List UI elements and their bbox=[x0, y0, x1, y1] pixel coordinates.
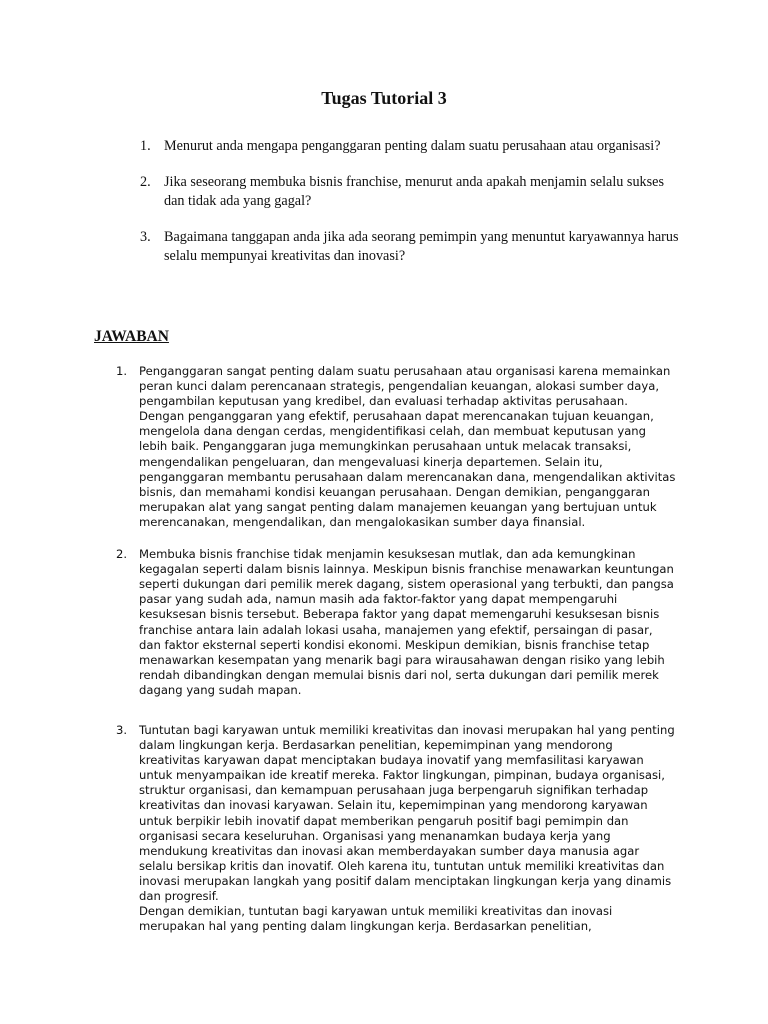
question-text: Jika seseorang membuka bisnis franchise, menurut anda apakah menjamin selalu sukses dan tidak ada yang gagal? bbox=[164, 174, 664, 209]
answers-heading: JAWABAN bbox=[94, 328, 169, 345]
question-number: 1. bbox=[140, 138, 151, 154]
answer-number: 3. bbox=[116, 722, 128, 737]
question-item bbox=[140, 228, 680, 266]
answer-number: 2. bbox=[116, 547, 128, 562]
answer-text bbox=[139, 723, 676, 934]
answer-number: 1. bbox=[116, 364, 128, 378]
question-item bbox=[140, 173, 680, 211]
question-number: 3. bbox=[140, 229, 151, 245]
answer-list bbox=[116, 364, 676, 934]
question-text: Bagaimana tanggapan anda jika ada seorang pemimpin yang menuntut karyawannya harus selalu mempunyai kreativitas dan inovasi? bbox=[164, 229, 679, 264]
answer-paragraph: Dengan demikian, tuntutan bagi karyawan untuk memiliki kreativitas dan inovasi merupakan hal yang penting dalam lingkungan kerja. Berdasarkan penelitian, bbox=[139, 904, 613, 934]
question-number: 2. bbox=[140, 174, 151, 190]
answer-item bbox=[116, 364, 676, 530]
answer-paragraph: Tuntutan bagi karyawan untuk memiliki kreativitas dan inovasi merupakan hal yang penting dalam lingkungan kerja. Berdasarkan penelitian, kepemimpinan yang mendorong kreativitas karyawan dapat menciptakan budaya inovatif yang memfasilitasi karyawan untuk menyampaikan ide kreatif mereka. Faktor lingkungan, pimpinan, budaya organisasi, struktur organisasi, dan kemampuan perusahaan juga berpengaruh signifikan terhadap kreativitas dan inovasi karyawan. Selain itu, kepemimpinan yang mendorong karyawan untuk berpikir lebih inovatif dapat memberikan pengaruh positif bagi pemimpin dan organisasi secara keseluruhan. Organisasi yang menanamkan budaya kerja yang mendukung kreativitas dan inovasi akan memberdayakan sumber daya manusia agar selalu bersikap kritis dan inovatif. Oleh karena itu, tuntutan untuk memiliki kreativitas dan inovasi merupakan langkah yang positif dalam menciptakan lingkungan kerja yang dinamis dan progresif. bbox=[139, 722, 675, 903]
question-list bbox=[140, 137, 680, 283]
answer-item bbox=[116, 723, 676, 934]
document-title: Tugas Tutorial 3 bbox=[321, 88, 447, 108]
answer-text: Membuka bisnis franchise tidak menjamin kesuksesan mutlak, dan ada kemungkinan kegagalan seperti dalam bisnis lainnya. Meskipun bisnis franchise menawarkan keuntungan seperti dukungan dari pemilik merek dagang, sistem operasional yang terbukti, dan pangsa pasar yang sudah ada, namun masih ada faktor-faktor yang dapat mempengaruhi kesuksesan bisnis tersebut. Beberapa faktor yang dapat memengaruhi kesuksesan bisnis franchise antara lain adalah lokasi usaha, manajemen yang efektif, persaingan di pasar, dan faktor eksternal seperti kondisi ekonomi. Meskipun demikian, bisnis franchise tetap menawarkan kesempatan yang menarik bagi para wirausahawan dengan risiko yang lebih rendah dibandingkan dengan memulai bisnis dari nol, serta dukungan dari pemilik merek dagang yang sudah mapan. bbox=[139, 547, 674, 697]
answer-item bbox=[116, 547, 676, 698]
question-item bbox=[140, 137, 680, 156]
answer-text: Penganggaran sangat penting dalam suatu perusahaan atau organisasi karena memainkan peran kunci dalam perencanaan strategis, pengendalian keuangan, alokasi sumber daya, pengambilan keputusan yang kredibel, dan evaluasi terhadap aktivitas perusahaan. Dengan penganggaran yang efektif, perusahaan dapat merencanakan tujuan keuangan, mengelola dana dengan cerdas, mengidentifikasi celah, dan membuat keputusan yang lebih baik. Penganggaran juga memungkinkan perusahaan untuk melacak transaksi, mengendalikan pengeluaran, dan mengevaluasi kinerja departemen. Selain itu, penganggaran membantu perusahaan dalam merencanakan dana, mengendalikan aktivitas bisnis, dan memahami kondisi keuangan perusahaan. Dengan demikian, penganggaran merupakan alat yang sangat penting dalam manajemen keuangan yang bertujuan untuk merencanakan, mengendalikan, dan mengalokasikan sumber daya finansial. bbox=[139, 364, 676, 529]
question-text: Menurut anda mengapa penganggaran penting dalam suatu perusahaan atau organisasi? bbox=[164, 138, 661, 154]
